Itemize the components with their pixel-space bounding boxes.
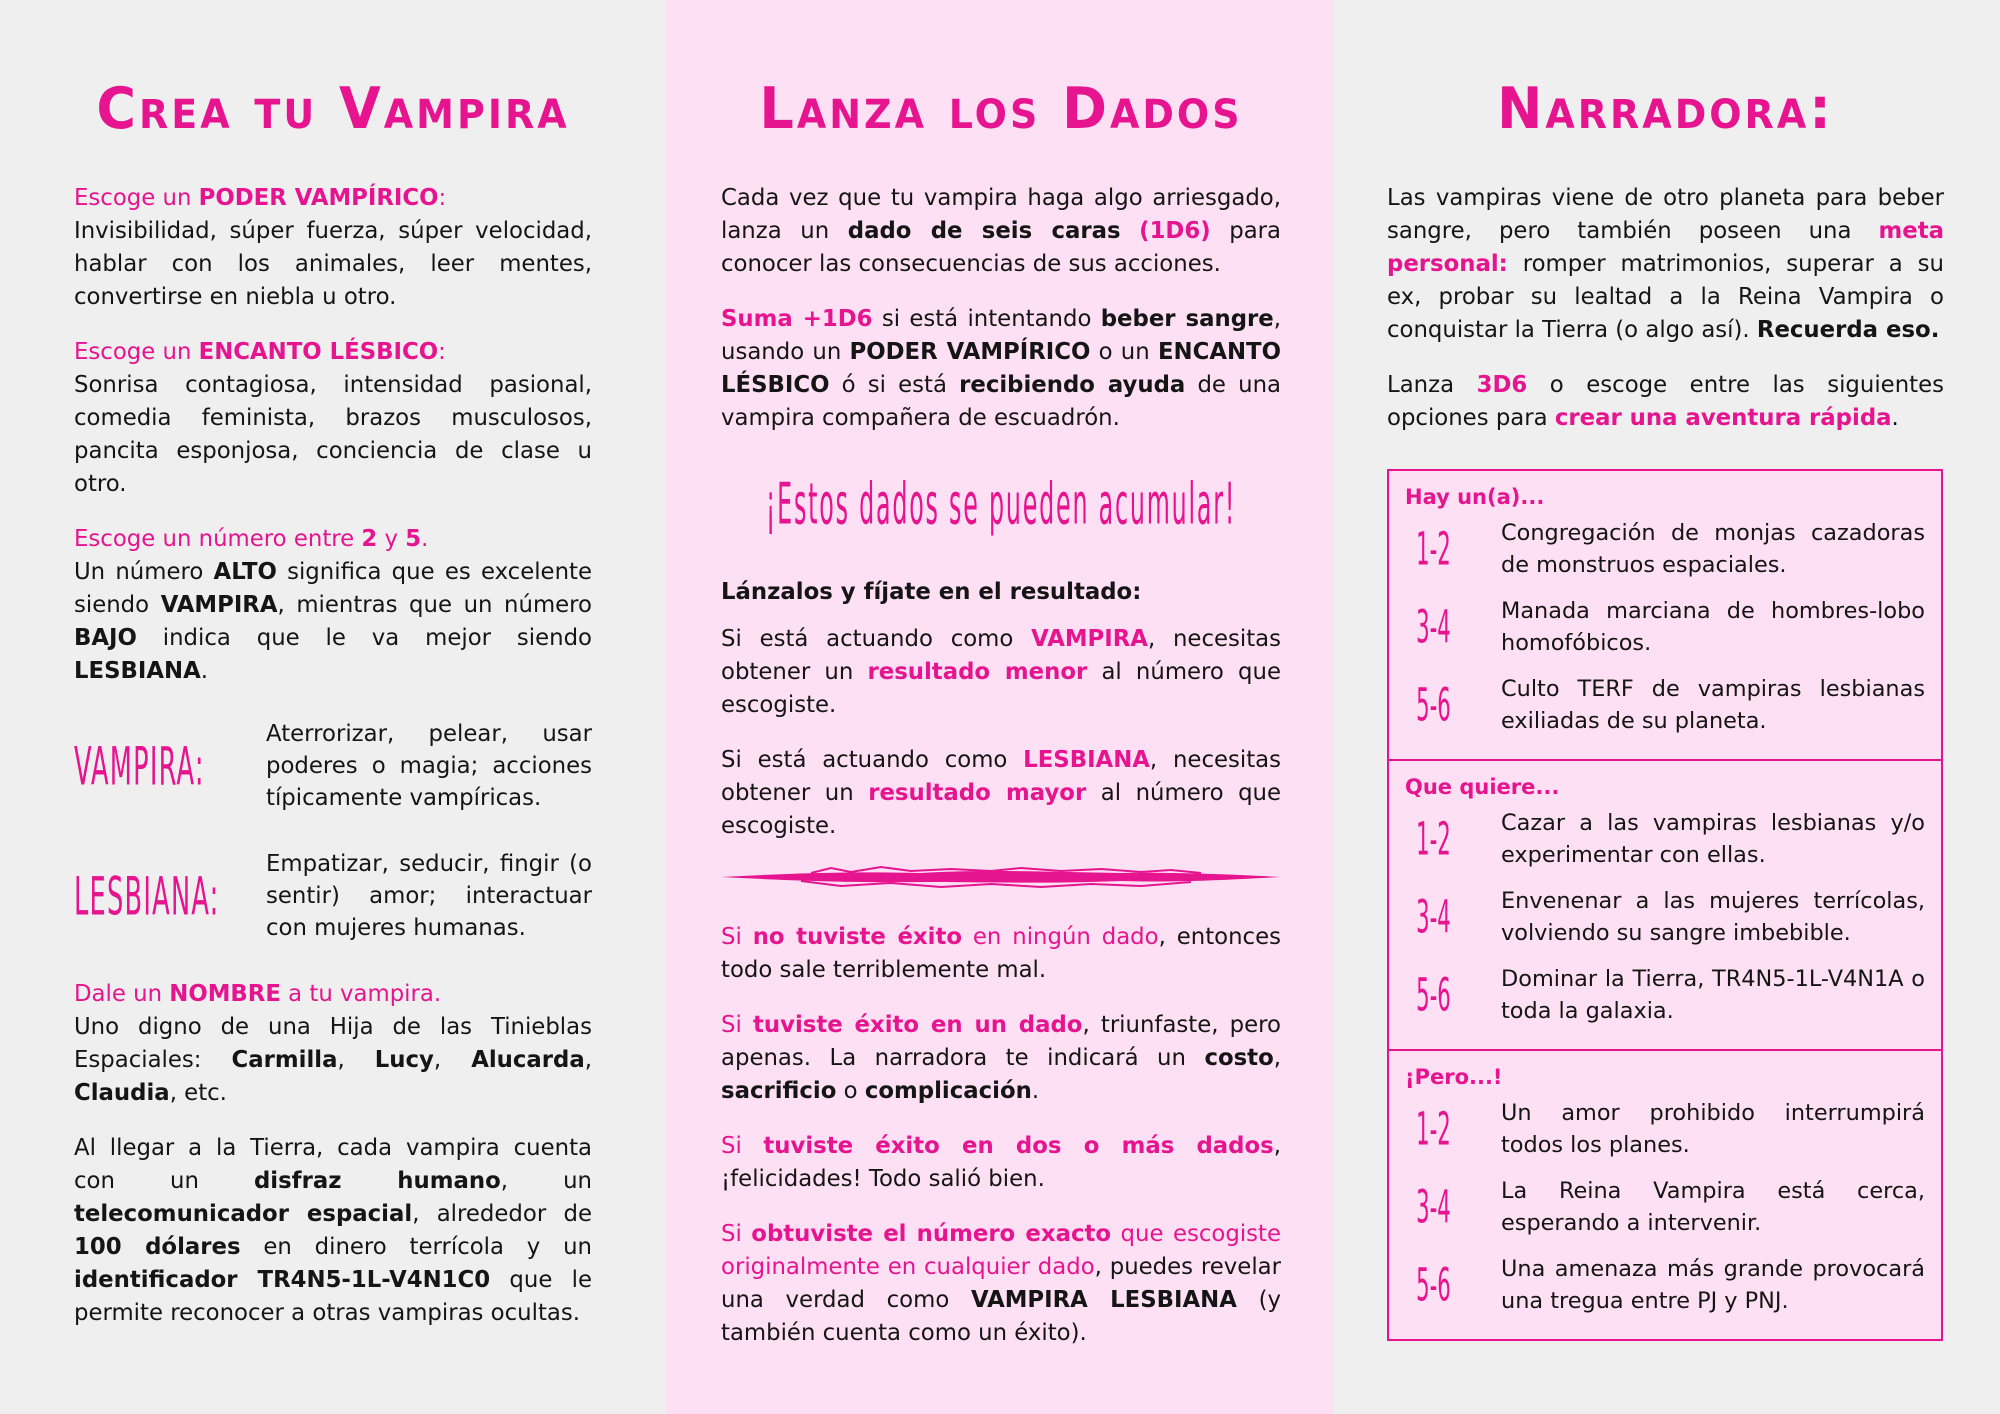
numero-post: . (421, 526, 429, 552)
poder-paragraph (74, 182, 592, 314)
numero-b: significa que es excelente siendo (74, 559, 592, 618)
nombre-key: NOMBRE (169, 981, 281, 1007)
n-lanza-aventura: crear una aventura rápida (1554, 405, 1892, 431)
r4-d: , puedes revelar una verdad como (721, 1254, 1281, 1313)
section-title: Que quiere... (1405, 775, 1560, 799)
llegar-a: Al llegar a la Tierra, cada vampira cuenta con un (74, 1135, 592, 1194)
poder-key: PODER VAMPÍRICO (198, 185, 439, 211)
section-title: ¡Pero...! (1405, 1065, 1503, 1089)
option-row (1405, 1253, 1925, 1317)
r4-vampira-lesbiana: VAMPIRA LESBIANA (970, 1287, 1237, 1313)
option-text: Dominar la Tierra, TR4N5-1L-V4N1A o toda la galaxia. (1501, 966, 1925, 1024)
sep: , (337, 1047, 375, 1073)
r1-b: no tuviste éxito (752, 924, 963, 950)
vamp-b: VAMPIRA (1031, 626, 1148, 652)
option-num: 5-6 (1416, 1258, 1451, 1312)
numero-n2: 5 (405, 526, 422, 552)
option-row (1405, 1175, 1925, 1239)
suma-h: ó si está (829, 372, 960, 398)
role-lesbiana (74, 848, 592, 944)
role-vampira-tag: VAMPIRA: (74, 734, 205, 798)
intro-e: para conocer las consecuencias de sus acciones. (721, 218, 1282, 277)
option-num: 1-2 (1416, 522, 1451, 576)
numero-mid: y (377, 526, 406, 552)
poder-body: Invisibilidad, súper fuerza, súper velocidad, hablar con los animales, leer mentes, convertirse en niebla u otro. (74, 218, 592, 310)
adventure-table (1387, 469, 1943, 1341)
numero-alto: ALTO (213, 559, 277, 585)
numero-pre: Escoge un número entre (74, 526, 362, 552)
poder-pre: Escoge un (74, 185, 199, 211)
name-claudia: Claudia (74, 1080, 170, 1106)
role-lesbiana-desc: Empatizar, seducir, fingir (o sentir) amor; interactuar con mujeres humanas. (266, 851, 592, 941)
r2-costo: costo (1204, 1045, 1274, 1071)
llegar-paragraph (74, 1132, 592, 1330)
r3-c: , ¡felicidades! Todo salió bien. (721, 1133, 1281, 1192)
option-num: 3-4 (1416, 600, 1451, 654)
r2-g: o (836, 1078, 865, 1104)
r4-c: que escogiste originalmente en cualquier dado (721, 1221, 1281, 1280)
n-lanza-e: . (1891, 405, 1899, 431)
option-row (1405, 517, 1925, 581)
option-num: 1-2 (1416, 1102, 1451, 1156)
numero-vampira: VAMPIRA (160, 592, 278, 618)
nombre-post: a tu vampira. (280, 981, 442, 1007)
r4-b: obtuviste el número exacto (751, 1221, 1112, 1247)
nombre-pre: Dale un (74, 981, 170, 1007)
option-text: Congregación de monjas cazadoras de monstruos espaciales. (1501, 520, 1925, 578)
r2-complicacion: complicación (864, 1078, 1032, 1104)
option-row (1405, 595, 1925, 659)
title-narradora: Narradora: (1497, 75, 1834, 142)
n-intro-a: Las vampiras viene de otro planeta para beber sangre, pero también poseen una (1387, 185, 1944, 244)
name-alucarda: Alucarda (471, 1047, 585, 1073)
option-num: 1-2 (1416, 812, 1451, 866)
role-vampira (74, 718, 592, 814)
option-text: Culto TERF de vampiras lesbianas exiliadas de su planeta. (1501, 676, 1925, 734)
option-num: 5-6 (1416, 678, 1451, 732)
r1-c: en ningún dado (962, 924, 1159, 950)
option-text: Envenenar a las mujeres terrícolas, volviendo su sangre imbebible. (1501, 888, 1925, 946)
suma-paragraph (721, 303, 1281, 435)
vamp-menor: resultado menor (867, 659, 1088, 685)
section-que-quiere (1389, 761, 1941, 1051)
r3-b: tuviste éxito en dos o más dados (763, 1133, 1274, 1159)
option-text: Un amor prohibido interrumpirá todos los planes. (1501, 1100, 1925, 1158)
option-row (1405, 885, 1925, 949)
r4-a: Si (721, 1221, 752, 1247)
encanto-post: : (438, 339, 446, 365)
r1-d: , entonces todo sale terriblemente mal. (721, 924, 1281, 983)
suma-beber: beber sangre (1100, 306, 1274, 332)
nombre-paragraph (74, 978, 592, 1110)
n-intro-c: romper matrimonios, superar a su ex, probar su lealtad a la Reina Vampira o conquistar la Tierra (o algo así). (1387, 251, 1944, 343)
llegar-telecom: telecomunicador espacial (74, 1201, 413, 1227)
suma-key: Suma +1D6 (721, 306, 873, 332)
lesbiana-result-paragraph (721, 744, 1281, 843)
name-carmilla: Carmilla (231, 1047, 338, 1073)
intro-c (1121, 218, 1140, 244)
llegar-i: que le permite reconocer a otras vampiras ocultas. (74, 1267, 592, 1326)
n-intro-meta: meta personal: (1387, 218, 1944, 277)
lesb-mayor: resultado mayor (868, 780, 1087, 806)
title-crea-tu-vampira: Crea tu Vampira (96, 75, 570, 142)
suma-encanto: ENCANTO LÉSBICO (721, 339, 1281, 398)
numero-d: indica que le va mejor siendo (136, 625, 592, 651)
llegar-dolares: 100 dólares (74, 1234, 241, 1260)
title-lanza-los-dados: Lanza los Dados (759, 75, 1243, 142)
suma-j: de una vampira compañera de escuadrón. (721, 372, 1281, 431)
option-num: 3-4 (1416, 1180, 1451, 1234)
narradora-intro (1387, 182, 1944, 347)
vampira-result-paragraph (721, 623, 1281, 722)
section-pero (1389, 1051, 1941, 1339)
llegar-identificador: identificador TR4N5-1L-V4N1C0 (74, 1267, 491, 1293)
encanto-pre: Escoge un (74, 339, 199, 365)
n-lanza-a: Lanza (1387, 372, 1477, 398)
option-row (1405, 673, 1925, 737)
suma-ayuda: recibiendo ayuda (959, 372, 1186, 398)
r1-a: Si (721, 924, 753, 950)
lesb-e: al número que escogiste. (721, 780, 1282, 839)
suma-b: si está intentando (872, 306, 1101, 332)
numero-bajo: BAJO (74, 625, 137, 651)
option-num: 3-4 (1416, 890, 1451, 944)
lesb-a: Si está actuando como (721, 747, 1024, 773)
suma-f: o un (1090, 339, 1158, 365)
numero-c: , mientras que un número (277, 592, 592, 618)
section-hay-un (1389, 471, 1941, 761)
numero-exacto-paragraph (721, 1218, 1281, 1350)
r2-b: tuviste éxito en un dado (752, 1012, 1083, 1038)
poder-post: : (438, 185, 447, 211)
acumular-heading: ¡Estos dados se pueden acumular! (765, 471, 1237, 538)
r2-c: , triunfaste, pero apenas. La narradora te indicará un (721, 1012, 1281, 1071)
llegar-g: en dinero terrícola y un (240, 1234, 592, 1260)
r4-f: (y también cuenta como un éxito). (721, 1287, 1281, 1346)
numero-paragraph (74, 523, 592, 688)
role-lesbiana-tag: LESBIANA: (74, 864, 220, 928)
n-lanza-c: o escoge entre las siguientes opciones para (1387, 372, 1944, 431)
sep: , (433, 1047, 472, 1073)
intro-a: Cada vez que tu vampira haga algo arriesgado, lanza un (721, 185, 1281, 244)
exito-dos-dados-paragraph (721, 1130, 1281, 1196)
sep: , (584, 1047, 592, 1073)
r2-sacrificio: sacrificio (721, 1078, 837, 1104)
name-lucy: Lucy (374, 1047, 434, 1073)
option-text: Una amenaza más grande provocará una tregua entre PJ y PNJ. (1501, 1256, 1925, 1314)
role-vampira-desc: Aterrorizar, pelear, usar poderes o magia; acciones típicamente vampíricas. (266, 721, 592, 811)
r3-a: Si (721, 1133, 764, 1159)
llegar-c: , un (500, 1168, 592, 1194)
suma-poder: PODER VAMPÍRICO (849, 339, 1091, 365)
option-text: Cazar a las vampiras lesbianas y/o experimentar con ellas. (1501, 810, 1925, 868)
suma-d: , usando un (721, 306, 1281, 365)
numero-e: . (200, 658, 208, 684)
column-create-vampire (0, 0, 666, 1414)
n-lanza-3d6: 3D6 (1476, 372, 1528, 398)
r2-e: , (1273, 1045, 1281, 1071)
numero-n1: 2 (361, 526, 378, 552)
nombre-end: , etc. (169, 1080, 227, 1106)
option-text: La Reina Vampira está cerca, esperando a intervenir. (1501, 1178, 1925, 1236)
option-row (1405, 963, 1925, 1027)
option-num: 5-6 (1416, 968, 1451, 1022)
encanto-body: Sonrisa contagiosa, intensidad pasional, comedia feminista, brazos musculosos, pancita esponjosa, conciencia de clase u otro. (74, 372, 592, 497)
lesb-c: , necesitas obtener un (721, 747, 1281, 806)
intro-1d6: (1D6) (1139, 218, 1211, 244)
encanto-key: ENCANTO LÉSBICO (198, 339, 439, 365)
encanto-paragraph (74, 336, 592, 501)
llegar-disfraz: disfraz humano (253, 1168, 501, 1194)
lanzalos-heading (721, 576, 1281, 609)
r2-i: . (1031, 1078, 1040, 1104)
n-intro-recuerda: Recuerda eso. (1756, 317, 1940, 343)
vamp-a: Si está actuando como (721, 626, 1032, 652)
vamp-e: al número que escogiste. (721, 659, 1281, 718)
column-roll-dice (666, 0, 1334, 1414)
numero-a: Un número (74, 559, 214, 585)
section-title: Hay un(a)... (1405, 485, 1545, 509)
column-narradora (1334, 0, 2000, 1414)
lanzalos-text: Lánzalos y fíjate en el resultado: (721, 579, 1142, 605)
brush-stroke-divider (721, 865, 1281, 889)
option-text: Manada marciana de hombres-lobo homofóbicos. (1501, 598, 1925, 656)
numero-lesbiana: LESBIANA (74, 658, 201, 684)
no-exito-paragraph (721, 921, 1281, 987)
narradora-lanza (1387, 369, 1944, 435)
nombre-body: Uno digno de una Hija de las Tinieblas Espaciales: (74, 1014, 592, 1073)
intro-paragraph (721, 182, 1281, 281)
vamp-c: , necesitas obtener un (721, 626, 1281, 685)
option-row (1405, 807, 1925, 871)
r2-a: Si (721, 1012, 753, 1038)
lesb-b: LESBIANA (1023, 747, 1150, 773)
llegar-e: , alrededor de (412, 1201, 592, 1227)
intro-dado: dado de seis caras (847, 218, 1121, 244)
exito-un-dado-paragraph (721, 1009, 1281, 1108)
option-row (1405, 1097, 1925, 1161)
